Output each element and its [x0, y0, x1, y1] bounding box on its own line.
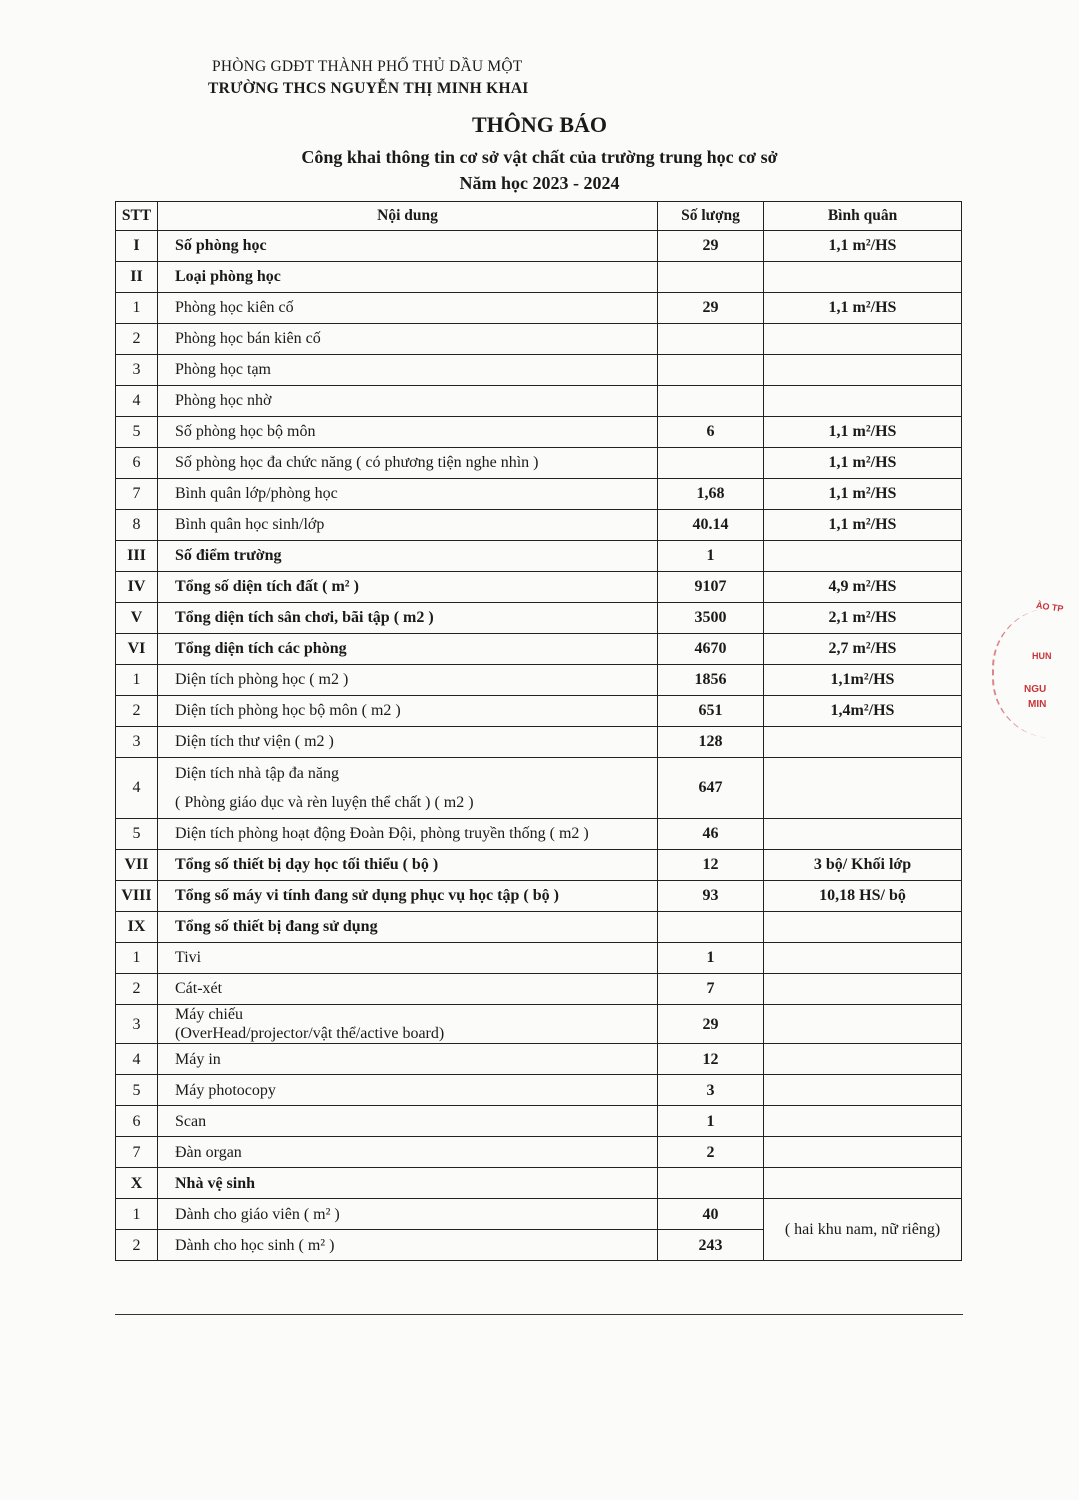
row-content-text: Số phòng học đa chức năng ( có phương tiện nghe nhìn ): [175, 454, 539, 472]
row-stt: 8: [116, 510, 158, 541]
row-quantity: 1: [658, 1106, 764, 1137]
row-quantity: 46: [658, 819, 764, 850]
row-average: [764, 727, 962, 758]
table-row: [116, 355, 962, 386]
row-content: [158, 1005, 658, 1044]
row-average: ( hai khu nam, nữ riêng): [764, 1199, 962, 1261]
row-content: [158, 603, 658, 634]
row-quantity: [658, 1168, 764, 1199]
facilities-table: [115, 201, 962, 1261]
row-stt: VII: [116, 850, 158, 881]
row-quantity: 128: [658, 727, 764, 758]
row-average: [764, 262, 962, 293]
row-quantity: 6: [658, 417, 764, 448]
stamp-text: HUN: [1032, 651, 1052, 661]
official-stamp: [1010, 598, 1079, 748]
row-content-text: Tổng số thiết bị đang sử dụng: [175, 918, 378, 936]
row-quantity: 243: [658, 1230, 764, 1261]
row-average: 1,1 m²/HS: [764, 479, 962, 510]
row-content: [158, 262, 658, 293]
row-stt: 1: [116, 293, 158, 324]
table-row: [116, 727, 962, 758]
row-content-text: Tivi: [175, 949, 202, 967]
row-quantity: 12: [658, 850, 764, 881]
row-content-text: Scan: [175, 1112, 207, 1130]
table-row: [116, 943, 962, 974]
table-row: [116, 417, 962, 448]
row-content-text: Loại phòng học: [175, 268, 281, 286]
row-stt: VI: [116, 634, 158, 665]
row-content-text: Nhà vệ sinh: [175, 1174, 256, 1192]
row-quantity: 29: [658, 231, 764, 262]
row-content-text: Phòng học tạm: [175, 361, 271, 379]
row-content: [158, 1137, 658, 1168]
row-quantity: 1,68: [658, 479, 764, 510]
table-row: [116, 510, 962, 541]
table-row: [116, 1075, 962, 1106]
row-average: 10,18 HS/ bộ: [764, 881, 962, 912]
row-content-text: Tổng diện tích các phòng: [175, 640, 347, 658]
row-content: [158, 572, 658, 603]
row-content: [158, 665, 658, 696]
row-content-text: Tổng diện tích sân chơi, bãi tập ( m2 ): [175, 609, 434, 627]
row-average: [764, 819, 962, 850]
row-quantity: 4670: [658, 634, 764, 665]
row-content-text: Bình quân lớp/phòng học: [175, 485, 338, 503]
row-content: [158, 293, 658, 324]
row-stt: 4: [116, 1044, 158, 1075]
row-quantity: [658, 324, 764, 355]
table-row: [116, 881, 962, 912]
row-average: [764, 1106, 962, 1137]
row-quantity: 93: [658, 881, 764, 912]
row-content-text: Máy chiếu: [175, 1006, 243, 1023]
row-average: [764, 324, 962, 355]
row-stt: 3: [116, 355, 158, 386]
row-average: 1,1 m²/HS: [764, 448, 962, 479]
stamp-text: NGU: [1024, 684, 1047, 695]
row-stt: 5: [116, 417, 158, 448]
row-quantity: [658, 262, 764, 293]
table-row: [116, 1168, 962, 1199]
row-content: [158, 634, 658, 665]
row-average: [764, 912, 962, 943]
row-content-text: Dành cho giáo viên ( m² ): [175, 1205, 340, 1223]
row-content-text: Bình quân học sinh/lớp: [175, 516, 325, 534]
row-quantity: 12: [658, 1044, 764, 1075]
table-row: [116, 819, 962, 850]
row-average: [764, 1137, 962, 1168]
table-row: [116, 448, 962, 479]
table-row: [116, 912, 962, 943]
row-content: [158, 696, 658, 727]
row-stt: 6: [116, 448, 158, 479]
row-stt: 1: [116, 1199, 158, 1230]
row-stt: 3: [116, 727, 158, 758]
row-content: [158, 1230, 658, 1261]
row-quantity: 29: [658, 293, 764, 324]
row-content-text: Tổng số thiết bị dạy học tối thiểu ( bộ ): [175, 856, 439, 874]
row-content-text: Diện tích phòng học ( m2 ): [175, 671, 349, 689]
row-content-text: Máy photocopy: [175, 1081, 276, 1099]
table-row: [116, 572, 962, 603]
table-row: [116, 1106, 962, 1137]
row-stt: IV: [116, 572, 158, 603]
row-content-text: Dành cho học sinh ( m² ): [175, 1236, 335, 1254]
row-stt: IX: [116, 912, 158, 943]
row-content: [158, 758, 658, 819]
school-year: Năm học 2023 - 2024: [459, 173, 620, 193]
row-content-text: Đàn organ: [175, 1143, 242, 1161]
department-name: PHÒNG GDĐT THÀNH PHỐ THỦ DẦU MỘT: [212, 58, 523, 75]
row-content-text: Diện tích nhà tập đa năng: [175, 764, 339, 782]
row-stt: 2: [116, 324, 158, 355]
row-average: [764, 355, 962, 386]
row-average: [764, 1168, 962, 1199]
row-average: 2,7 m²/HS: [764, 634, 962, 665]
row-average: [764, 943, 962, 974]
row-quantity: 651: [658, 696, 764, 727]
row-content-text: Tổng số máy vi tính đang sử dụng phục vụ học tập ( bộ ): [175, 887, 559, 905]
row-stt: 7: [116, 479, 158, 510]
row-stt: 2: [116, 974, 158, 1005]
row-content-text: Máy in: [175, 1050, 221, 1068]
row-quantity: 9107: [658, 572, 764, 603]
row-stt: 5: [116, 819, 158, 850]
row-quantity: [658, 912, 764, 943]
row-content-text: Diện tích phòng học bộ môn ( m2 ): [175, 702, 401, 720]
row-quantity: 3500: [658, 603, 764, 634]
row-stt: 4: [116, 758, 158, 819]
row-quantity: [658, 355, 764, 386]
column-header-content: Nội dung: [158, 202, 658, 231]
row-average: [764, 541, 962, 572]
row-content: [158, 1075, 658, 1106]
table-row: [116, 293, 962, 324]
row-content: [158, 727, 658, 758]
table-row: [116, 1199, 962, 1230]
table-row: [116, 1137, 962, 1168]
table-row: [116, 696, 962, 727]
row-content-text: Diện tích phòng hoạt động Đoàn Đội, phòng truyền thống ( m2 ): [175, 825, 589, 843]
table-row: [116, 231, 962, 262]
table-row: [116, 850, 962, 881]
row-content-text: Tổng số diện tích đất ( m² ): [175, 578, 359, 596]
row-content: [158, 541, 658, 572]
row-content-text: Phòng học bán kiên cố: [175, 330, 321, 348]
row-content: [158, 912, 658, 943]
row-quantity: 1: [658, 541, 764, 572]
row-content-text: Số phòng học bộ môn: [175, 423, 316, 441]
table-row: [116, 758, 962, 819]
row-stt: 4: [116, 386, 158, 417]
row-average: 1,1 m²/HS: [764, 231, 962, 262]
row-stt: 3: [116, 1005, 158, 1044]
column-header-average: Bình quân: [764, 202, 962, 231]
row-content: [158, 1199, 658, 1230]
table-row: [116, 386, 962, 417]
stamp-text: ÀO TP: [1035, 600, 1065, 614]
row-content: [158, 1044, 658, 1075]
row-content: [158, 231, 658, 262]
table-row: [116, 603, 962, 634]
row-average: 1,1 m²/HS: [764, 510, 962, 541]
row-quantity: 1: [658, 943, 764, 974]
row-quantity: 29: [658, 1005, 764, 1044]
row-average: [764, 1075, 962, 1106]
row-content: [158, 324, 658, 355]
page-title: THÔNG BÁO: [471, 112, 608, 137]
row-average: [764, 386, 962, 417]
row-quantity: 40.14: [658, 510, 764, 541]
row-average: [764, 1044, 962, 1075]
row-quantity: 2: [658, 1137, 764, 1168]
row-stt: V: [116, 603, 158, 634]
row-average: 1,1m²/HS: [764, 665, 962, 696]
page-subtitle: Công khai thông tin cơ sở vật chất của trường trung học cơ sở: [301, 147, 778, 167]
table-row: [116, 1005, 962, 1044]
table-row: [116, 974, 962, 1005]
row-content: [158, 850, 658, 881]
table-row: [116, 1044, 962, 1075]
row-content: [158, 881, 658, 912]
row-average: 1,4m²/HS: [764, 696, 962, 727]
row-stt: 1: [116, 665, 158, 696]
row-quantity: 7: [658, 974, 764, 1005]
row-stt: 2: [116, 696, 158, 727]
row-stt: II: [116, 262, 158, 293]
row-stt: VIII: [116, 881, 158, 912]
row-content-text: Phòng học nhờ: [175, 392, 272, 410]
row-content: [158, 1168, 658, 1199]
table-row: [116, 324, 962, 355]
table-header-row: [116, 202, 962, 231]
row-stt: 1: [116, 943, 158, 974]
row-average: [764, 758, 962, 819]
row-content-text: Số phòng học: [175, 237, 267, 255]
column-header-stt: STT: [116, 202, 158, 231]
row-quantity: [658, 448, 764, 479]
row-content: [158, 479, 658, 510]
row-quantity: [658, 386, 764, 417]
row-stt: 5: [116, 1075, 158, 1106]
table-row: [116, 262, 962, 293]
row-content: [158, 355, 658, 386]
stamp-text: MIN: [1028, 699, 1047, 710]
row-content: [158, 510, 658, 541]
row-content: [158, 417, 658, 448]
row-average: [764, 974, 962, 1005]
row-content-text: Phòng học kiên cố: [175, 299, 294, 317]
row-quantity: 1856: [658, 665, 764, 696]
row-content: [158, 819, 658, 850]
row-content: [158, 1106, 658, 1137]
table-row: [116, 541, 962, 572]
school-name: TRƯỜNG THCS NGUYỄN THỊ MINH KHAI: [208, 80, 529, 97]
row-content: [158, 386, 658, 417]
row-content-text: Cát-xét: [175, 980, 223, 998]
row-content-subtext: (OverHead/projector/vật thể/active board): [175, 1025, 445, 1043]
row-quantity: 647: [658, 758, 764, 819]
row-average: [764, 1005, 962, 1044]
row-stt: 7: [116, 1137, 158, 1168]
row-content-text: Số điểm trường: [175, 547, 282, 565]
column-header-quantity: Số lượng: [658, 202, 764, 231]
row-average: 4,9 m²/HS: [764, 572, 962, 603]
row-content-text: Diện tích thư viện ( m2 ): [175, 733, 334, 751]
row-quantity: 3: [658, 1075, 764, 1106]
row-average: 1,1 m²/HS: [764, 293, 962, 324]
row-stt: X: [116, 1168, 158, 1199]
row-stt: III: [116, 541, 158, 572]
row-average: 3 bộ/ Khối lớp: [764, 850, 962, 881]
table-row: [116, 479, 962, 510]
row-average: 1,1 m²/HS: [764, 417, 962, 448]
row-quantity: 40: [658, 1199, 764, 1230]
table-row: [116, 665, 962, 696]
row-content: [158, 974, 658, 1005]
row-stt: 6: [116, 1106, 158, 1137]
row-content: [158, 448, 658, 479]
row-average: 2,1 m²/HS: [764, 603, 962, 634]
table-row: [116, 634, 962, 665]
row-content-subtext: ( Phòng giáo dục và rèn luyện thể chất ) ( m2 ): [175, 794, 474, 811]
row-stt: I: [116, 231, 158, 262]
footer-divider: [115, 1314, 963, 1315]
row-stt: 2: [116, 1230, 158, 1261]
row-content: [158, 943, 658, 974]
